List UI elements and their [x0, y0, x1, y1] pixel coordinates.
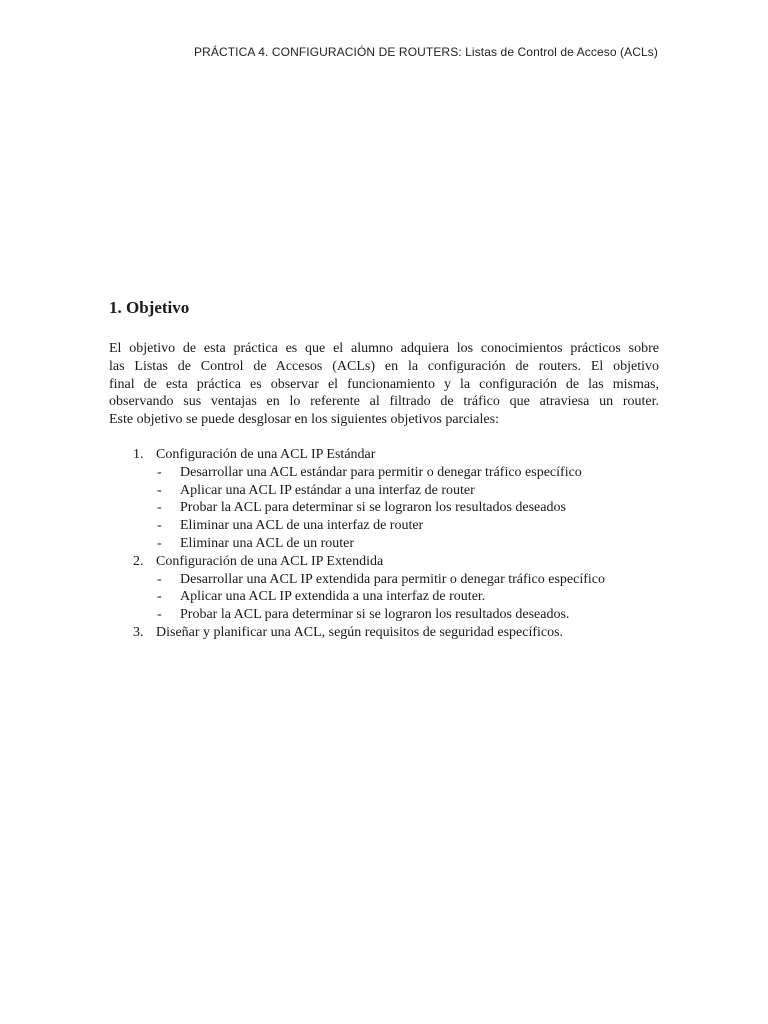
dash-marker: - — [157, 464, 162, 480]
objective-paragraph — [109, 340, 659, 429]
paragraph-line: Este objetivo se puede desglosar en los siguientes objetivos parciales: — [109, 412, 499, 428]
objective-number: 1. — [133, 446, 144, 462]
sub-objective-item — [109, 535, 659, 553]
sub-objective-item — [109, 464, 659, 482]
sub-objective-item — [109, 482, 659, 500]
objective-text: Configuración de una ACL IP Extendida — [156, 553, 384, 569]
sub-objective-text: Eliminar una ACL de un router — [180, 535, 355, 551]
sub-objective-item — [109, 571, 659, 589]
sub-objective-item — [109, 499, 659, 517]
paragraph-line: El objetivo de esta práctica es que el alumno adquiera los conocimientos prácticos sobre — [109, 341, 659, 356]
dash-marker: - — [157, 500, 162, 516]
dash-marker: - — [157, 482, 162, 498]
paragraph-line: final de esta práctica es observar el funcionamiento y la configuración de las mismas, — [109, 376, 659, 392]
objectives-list — [109, 446, 659, 642]
sub-objective-item — [109, 517, 659, 535]
paragraph-line: observando sus ventajas en lo referente al filtrado de tráfico que atraviesa un router. — [109, 394, 659, 410]
sub-objective-text: Aplicar una ACL IP extendida a una interfaz de router. — [180, 589, 486, 605]
dash-marker: - — [157, 518, 162, 534]
dash-marker: - — [157, 535, 162, 551]
dash-marker: - — [157, 571, 162, 587]
sub-objective-text: Aplicar una ACL IP estándar a una interfaz de router — [180, 482, 475, 498]
sub-objective-item — [109, 588, 659, 606]
objective-text: Diseñar y planificar una ACL, según requisitos de seguridad específicos. — [156, 624, 564, 640]
sub-objective-text: Probar la ACL para determinar si se lograron los resultados deseados — [180, 500, 566, 516]
objective-item — [109, 624, 659, 642]
sub-objectives-list — [156, 571, 659, 624]
sub-objective-text: Desarrollar una ACL IP extendida para permitir o denegar tráfico específico — [180, 571, 606, 587]
dash-marker: - — [157, 589, 162, 605]
objective-number: 2. — [133, 553, 144, 569]
objective-item — [109, 446, 659, 553]
sub-objective-text: Probar la ACL para determinar si se lograron los resultados deseados. — [180, 607, 570, 623]
document-body — [109, 296, 659, 642]
sub-objective-item — [109, 606, 659, 624]
objective-text: Configuración de una ACL IP Estándar — [156, 446, 376, 462]
section-title: 1. Objetivo — [109, 298, 190, 317]
objective-number: 3. — [133, 624, 144, 640]
page-header: PRÁCTICA 4. CONFIGURACIÓN DE ROUTERS: Listas de Control de Acceso (ACLs) — [194, 45, 658, 59]
dash-marker: - — [157, 607, 162, 623]
sub-objectives-list — [156, 464, 659, 553]
objective-item — [109, 553, 659, 624]
sub-objective-text: Eliminar una ACL de una interfaz de router — [180, 518, 424, 534]
sub-objective-text: Desarrollar una ACL estándar para permitir o denegar tráfico específico — [180, 464, 582, 480]
paragraph-line: las Listas de Control de Accesos (ACLs) en la configuración de routers. El objetivo — [109, 358, 659, 374]
